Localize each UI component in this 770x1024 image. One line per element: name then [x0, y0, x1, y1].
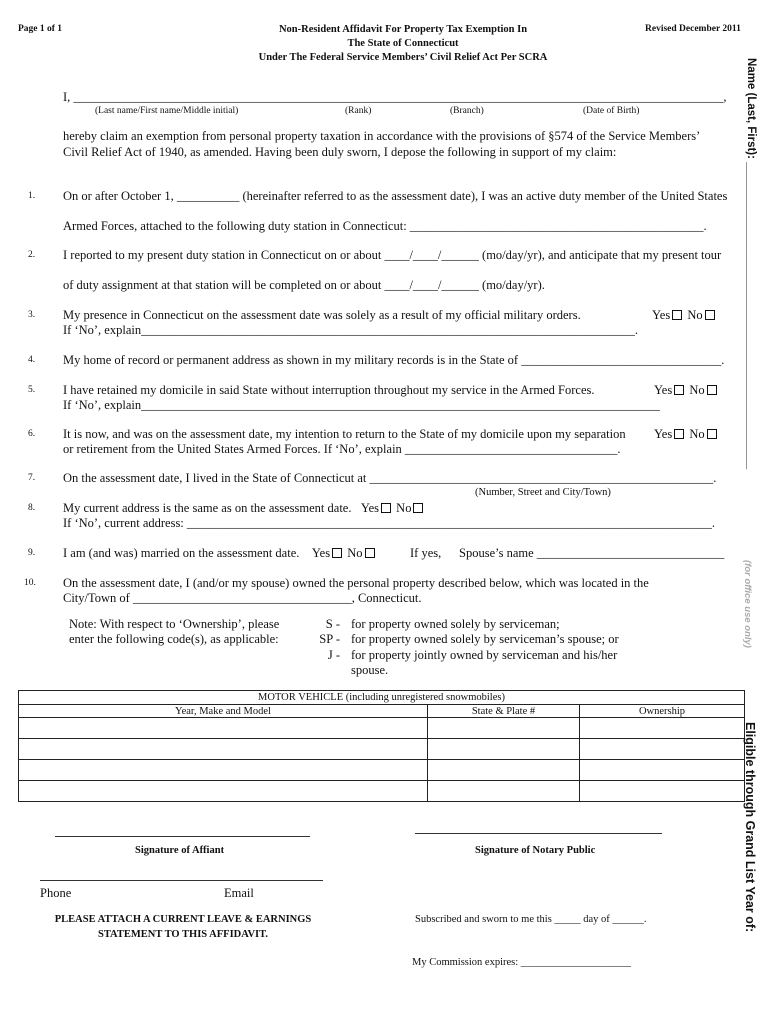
- yes-label: Yes: [360, 501, 380, 515]
- intro-paragraph-2: Civil Relief Act of 1940, as amended. Having been duly sworn, I depose the following in support of my claim:: [63, 145, 617, 159]
- item-10-line-a: On the assessment date, I (and/or my spouse) owned the personal property described below, which was located in the: [63, 576, 649, 590]
- item-number: 2.: [28, 250, 36, 260]
- code-s: S -: [325, 617, 340, 631]
- item-5-yes-no[interactable]: [654, 383, 719, 398]
- label-name: (Last name/First name/Middle initial): [95, 106, 239, 116]
- table-row: [19, 781, 745, 802]
- code-s-desc: for property owned solely by serviceman;: [351, 617, 560, 631]
- phone-email-line[interactable]: [40, 880, 323, 881]
- item-number: 8.: [28, 503, 36, 513]
- label-rank: (Rank): [345, 106, 372, 116]
- item-number: 7.: [28, 473, 36, 483]
- item-8-line-b[interactable]: If ‘No’, current address: ____________________________________________________________________________________.: [63, 516, 716, 530]
- code-sp: SP -: [319, 632, 340, 646]
- no-checkbox[interactable]: [413, 503, 423, 513]
- item-2-line-b[interactable]: of duty assignment at that station will be completed on or about ____/____/______ (mo/day/yr).: [63, 278, 545, 292]
- item-2-line-a[interactable]: I reported to my present duty station in Connecticut on or about ____/____/______ (mo/day/yr), and anticipate that my present tour: [63, 248, 722, 262]
- no-checkbox[interactable]: [705, 310, 715, 320]
- no-checkbox[interactable]: [365, 548, 375, 558]
- attach-notice-line-1: PLEASE ATTACH A CURRENT LEAVE & EARNINGS: [54, 914, 312, 925]
- no-checkbox[interactable]: [707, 385, 717, 395]
- spouse-name-field[interactable]: Spouse’s name ______________________________: [459, 546, 725, 560]
- form-title-line-2: The State of Connecticut: [347, 38, 459, 49]
- item-8-text: My current address is the same as on the assessment date.: [63, 501, 352, 515]
- revised-date: Revised December 2011: [645, 24, 741, 34]
- item-number: 10.: [24, 578, 36, 588]
- no-checkbox[interactable]: [707, 429, 717, 439]
- yes-checkbox[interactable]: [674, 429, 684, 439]
- affiant-name-line[interactable]: I, ________________________________________________________________________________________________________,: [63, 90, 727, 104]
- item-6-line-a: It is now, and was on the assessment date, my intention to return to the State of my domicile upon my separation: [63, 427, 626, 441]
- motor-vehicle-table: [18, 690, 745, 802]
- sworn-statement[interactable]: Subscribed and sworn to me this _____ day of ______.: [415, 914, 647, 925]
- item-3-line-b[interactable]: If ‘No’, explain_______________________________________________________________________________.: [63, 323, 638, 337]
- affiant-signature-line[interactable]: [55, 836, 310, 837]
- item-5-line-b[interactable]: If ‘No’, explain___________________________________________________________________________________: [63, 398, 660, 412]
- no-label: No: [689, 427, 705, 441]
- item-number: 4.: [28, 355, 36, 365]
- item-5-line-a: I have retained my domicile in said State without interruption throughout my service in the Armed Forces.: [63, 383, 595, 397]
- no-label: No: [687, 308, 703, 322]
- yes-checkbox[interactable]: [332, 548, 342, 558]
- column-header-year-make-model: Year, Make and Model: [19, 705, 428, 718]
- note-line-2: enter the following code(s), as applicable:: [69, 632, 279, 646]
- no-label: No: [347, 546, 363, 560]
- signature-notary-label: Signature of Notary Public: [475, 845, 596, 856]
- item-number: 9.: [28, 548, 36, 558]
- yes-checkbox[interactable]: [672, 310, 682, 320]
- item-7-address-label: (Number, Street and City/Town): [475, 487, 611, 498]
- table-row: [19, 739, 745, 760]
- item-1-line-b[interactable]: Armed Forces, attached to the following duty station in Connecticut: _______________________________________________.: [63, 219, 707, 233]
- item-7-line[interactable]: On the assessment date, I lived in the State of Connecticut at _______________________________________________________.: [63, 471, 717, 485]
- notary-signature-line[interactable]: [415, 833, 662, 834]
- email-label: Email: [224, 886, 254, 900]
- item-9-text: I am (and was) married on the assessment date.: [63, 546, 300, 560]
- office-use-note: (for office use only): [742, 560, 753, 648]
- label-dob: (Date of Birth): [583, 106, 640, 116]
- column-header-state-plate: State & Plate #: [428, 705, 580, 718]
- code-j-desc: for property jointly owned by serviceman and his/her: [351, 648, 618, 662]
- eligible-grand-list-label: Eligible through Grand List Year of:: [743, 722, 757, 933]
- side-name-field[interactable]: Name (Last, First): ________________________________________________: [745, 58, 757, 470]
- signature-affiant-label: Signature of Affiant: [135, 845, 225, 856]
- item-number: 3.: [28, 310, 36, 320]
- yes-checkbox[interactable]: [381, 503, 391, 513]
- item-1-line-a[interactable]: On or after October 1, __________ (hereinafter referred to as the assessment date), I was an active duty member of the United States: [63, 189, 728, 203]
- code-sp-desc: for property owned solely by serviceman’s spouse; or: [351, 632, 619, 646]
- item-3-yes-no[interactable]: [652, 308, 717, 323]
- item-number: 5.: [28, 385, 36, 395]
- table-row: [19, 760, 745, 781]
- item-6-line-b[interactable]: or retirement from the United States Armed Forces. If ‘No’, explain __________________________________.: [63, 442, 621, 456]
- item-4-line[interactable]: My home of record or permanent address as shown in my military records is in the State of ________________________________.: [63, 353, 725, 367]
- yes-label: Yes: [652, 308, 671, 322]
- item-3-line-a: My presence in Connecticut on the assessment date was solely as a result of my official military orders.: [63, 308, 581, 322]
- item-6-yes-no[interactable]: [654, 427, 719, 442]
- item-number: 1.: [28, 191, 36, 201]
- yes-label: Yes: [311, 546, 331, 560]
- item-10-line-b[interactable]: City/Town of ___________________________________, Connecticut.: [63, 591, 422, 605]
- form-title-line-3: Under The Federal Service Members’ Civil Relief Act Per SCRA: [258, 52, 548, 63]
- label-branch: (Branch): [450, 106, 484, 116]
- page-number: Page 1 of 1: [18, 24, 63, 34]
- form-title-line-1: Non-Resident Affidavit For Property Tax Exemption In: [278, 24, 528, 35]
- table-row: [19, 718, 745, 739]
- yes-label: Yes: [654, 427, 673, 441]
- item-number: 6.: [28, 429, 36, 439]
- intro-paragraph-1: hereby claim an exemption from personal property taxation in accordance with the provisions of §574 of the Service Members’: [63, 129, 701, 143]
- no-label: No: [689, 383, 705, 397]
- item-8-line-a: [63, 501, 425, 516]
- no-label: No: [396, 501, 412, 515]
- code-j: J -: [327, 648, 340, 662]
- yes-checkbox[interactable]: [674, 385, 684, 395]
- code-j-desc-cont: spouse.: [351, 663, 389, 677]
- yes-label: Yes: [654, 383, 673, 397]
- column-header-ownership: Ownership: [580, 705, 745, 718]
- attach-notice-line-2: STATEMENT TO THIS AFFIDAVIT.: [97, 929, 269, 940]
- item-9-if-yes: If yes,: [410, 546, 442, 560]
- table-title: MOTOR VEHICLE (including unregistered snowmobiles): [19, 691, 745, 705]
- phone-label: Phone: [40, 886, 72, 900]
- item-9-line: [63, 546, 377, 561]
- commission-expires[interactable]: My Commission expires: _____________________: [412, 957, 632, 968]
- note-line-1: Note: With respect to ‘Ownership’, please: [69, 617, 280, 631]
